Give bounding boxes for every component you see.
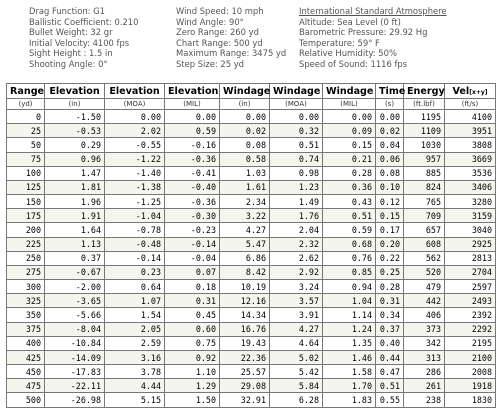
cell-elevation-mil: 0.45 bbox=[165, 308, 220, 322]
cell-elevation-moa: 2.02 bbox=[105, 124, 165, 138]
param-wind-speed: Wind Speed: 10 mph bbox=[176, 6, 264, 16]
unit-windage-mil: (MIL) bbox=[323, 99, 376, 110]
param-shooting-angle: Shooting Angle: 0° bbox=[29, 58, 108, 69]
table-row bbox=[7, 237, 496, 251]
cell-windage-mil: 0.68 bbox=[323, 237, 376, 251]
cell-velocity: 2392 bbox=[445, 308, 496, 322]
cell-windage-in: 3.22 bbox=[220, 209, 270, 223]
cell-velocity: 4100 bbox=[445, 110, 496, 124]
units-row bbox=[7, 99, 496, 110]
table-row bbox=[7, 308, 496, 322]
cell-time: 0.25 bbox=[376, 265, 404, 279]
table-row bbox=[7, 180, 496, 194]
cell-elevation-in: -14.09 bbox=[45, 350, 105, 364]
cell-windage-moa: 6.28 bbox=[270, 393, 323, 407]
param-temperature: Temperature: 59° F bbox=[299, 37, 380, 48]
header-elevation-mil: Elevation bbox=[165, 84, 220, 99]
cell-windage-mil: 0.51 bbox=[323, 209, 376, 223]
cell-elevation-in: -0.67 bbox=[45, 265, 105, 279]
cell-elevation-mil: 0.59 bbox=[165, 124, 220, 138]
cell-velocity: 3406 bbox=[445, 180, 496, 194]
cell-velocity: 3669 bbox=[445, 152, 496, 166]
cell-windage-moa: 5.02 bbox=[270, 350, 323, 364]
header-time: Time bbox=[376, 84, 404, 99]
cell-elevation-in: -0.53 bbox=[45, 124, 105, 138]
cell-windage-in: 0.08 bbox=[220, 138, 270, 152]
cell-velocity: 3280 bbox=[445, 195, 496, 209]
cell-range: 75 bbox=[7, 152, 45, 166]
param-maximum-range: Maximum Range: 3475 yd bbox=[176, 48, 287, 59]
cell-windage-moa: 2.04 bbox=[270, 223, 323, 237]
cell-energy: 313 bbox=[404, 350, 445, 364]
header-elevation-in: Elevation bbox=[45, 84, 105, 99]
header-windage-moa: Windage bbox=[270, 84, 323, 99]
param-step-size: Step Size: 25 yd bbox=[176, 58, 244, 69]
cell-elevation-in: -10.84 bbox=[45, 336, 105, 350]
cell-time: 0.28 bbox=[376, 280, 404, 294]
table-row bbox=[7, 350, 496, 364]
cell-energy: 373 bbox=[404, 322, 445, 336]
cell-velocity: 2813 bbox=[445, 251, 496, 265]
cell-elevation-mil: -0.14 bbox=[165, 237, 220, 251]
cell-elevation-in: 0.96 bbox=[45, 152, 105, 166]
cell-windage-moa: 2.92 bbox=[270, 265, 323, 279]
cell-elevation-in: -2.00 bbox=[45, 280, 105, 294]
cell-windage-mil: 0.09 bbox=[323, 124, 376, 138]
cell-windage-in: 0.58 bbox=[220, 152, 270, 166]
cell-windage-in: 25.57 bbox=[220, 365, 270, 379]
header-windage-mil: Windage bbox=[323, 84, 376, 99]
cell-windage-mil: 0.28 bbox=[323, 166, 376, 180]
cell-elevation-moa: 2.59 bbox=[105, 336, 165, 350]
cell-velocity: 2493 bbox=[445, 294, 496, 308]
unit-windage-in: (in) bbox=[220, 99, 270, 110]
cell-velocity: 3040 bbox=[445, 223, 496, 237]
cell-energy: 1109 bbox=[404, 124, 445, 138]
cell-windage-moa: 4.64 bbox=[270, 336, 323, 350]
cell-elevation-mil: 1.50 bbox=[165, 393, 220, 407]
cell-elevation-mil: 0.31 bbox=[165, 294, 220, 308]
table-row bbox=[7, 393, 496, 407]
table-row bbox=[7, 265, 496, 279]
cell-windage-mil: 1.83 bbox=[323, 393, 376, 407]
cell-elevation-moa: 0.23 bbox=[105, 265, 165, 279]
cell-windage-moa: 0.74 bbox=[270, 152, 323, 166]
table-row bbox=[7, 336, 496, 350]
cell-range: 175 bbox=[7, 209, 45, 223]
cell-time: 0.12 bbox=[376, 195, 404, 209]
cell-windage-moa: 1.23 bbox=[270, 180, 323, 194]
cell-range: 0 bbox=[7, 110, 45, 124]
cell-range: 50 bbox=[7, 138, 45, 152]
unit-velocity: (ft/s) bbox=[445, 99, 496, 110]
param-zero-range: Zero Range: 260 yd bbox=[176, 27, 259, 38]
cell-velocity: 1830 bbox=[445, 393, 496, 407]
unit-elevation-in: (in) bbox=[45, 99, 105, 110]
table-row bbox=[7, 166, 496, 180]
param-relative-humidity: Relative Humidity: 50% bbox=[299, 48, 397, 59]
cell-elevation-moa: -0.48 bbox=[105, 237, 165, 251]
cell-windage-in: 8.42 bbox=[220, 265, 270, 279]
param-sight-height: Sight Height : 1.5 in bbox=[29, 48, 113, 59]
cell-range: 450 bbox=[7, 365, 45, 379]
cell-windage-mil: 1.58 bbox=[323, 365, 376, 379]
header-range: Range bbox=[7, 84, 45, 99]
cell-windage-moa: 5.84 bbox=[270, 379, 323, 393]
cell-elevation-in: 1.91 bbox=[45, 209, 105, 223]
cell-energy: 657 bbox=[404, 223, 445, 237]
atmosphere-parameters bbox=[299, 6, 447, 70]
cell-time: 0.00 bbox=[376, 110, 404, 124]
cell-velocity: 3951 bbox=[445, 124, 496, 138]
cell-range: 25 bbox=[7, 124, 45, 138]
cell-time: 0.44 bbox=[376, 350, 404, 364]
table-row bbox=[7, 280, 496, 294]
cell-energy: 885 bbox=[404, 166, 445, 180]
unit-time: (s) bbox=[376, 99, 404, 110]
table-row bbox=[7, 379, 496, 393]
cell-windage-moa: 0.32 bbox=[270, 124, 323, 138]
cell-elevation-mil: 1.29 bbox=[165, 379, 220, 393]
cell-energy: 957 bbox=[404, 152, 445, 166]
cell-windage-moa: 3.91 bbox=[270, 308, 323, 322]
cell-elevation-in: 0.29 bbox=[45, 138, 105, 152]
cell-energy: 765 bbox=[404, 195, 445, 209]
table-row bbox=[7, 365, 496, 379]
cell-time: 0.51 bbox=[376, 379, 404, 393]
cell-range: 300 bbox=[7, 280, 45, 294]
cell-velocity: 2704 bbox=[445, 265, 496, 279]
cell-windage-in: 29.08 bbox=[220, 379, 270, 393]
cell-windage-mil: 1.04 bbox=[323, 294, 376, 308]
cell-windage-mil: 1.14 bbox=[323, 308, 376, 322]
cell-velocity: 2292 bbox=[445, 322, 496, 336]
cell-windage-in: 19.43 bbox=[220, 336, 270, 350]
cell-elevation-moa: -1.22 bbox=[105, 152, 165, 166]
cell-energy: 709 bbox=[404, 209, 445, 223]
cell-windage-moa: 4.27 bbox=[270, 322, 323, 336]
cell-windage-moa: 0.00 bbox=[270, 110, 323, 124]
cell-range: 100 bbox=[7, 166, 45, 180]
cell-elevation-in: -1.50 bbox=[45, 110, 105, 124]
unit-elevation-mil: (MIL) bbox=[165, 99, 220, 110]
cell-time: 0.31 bbox=[376, 294, 404, 308]
param-bullet-weight: Bullet Weight: 32 gr bbox=[29, 27, 113, 38]
cell-energy: 608 bbox=[404, 237, 445, 251]
unit-windage-moa: (MOA) bbox=[270, 99, 323, 110]
table-row bbox=[7, 124, 496, 138]
cell-elevation-moa: 0.64 bbox=[105, 280, 165, 294]
cell-velocity: 1918 bbox=[445, 379, 496, 393]
cell-range: 425 bbox=[7, 350, 45, 364]
atmosphere-title: International Standard Atmosphere bbox=[299, 6, 447, 16]
cell-range: 150 bbox=[7, 195, 45, 209]
cell-windage-moa: 1.76 bbox=[270, 209, 323, 223]
cell-windage-moa: 3.24 bbox=[270, 280, 323, 294]
cell-windage-moa: 0.51 bbox=[270, 138, 323, 152]
cell-energy: 406 bbox=[404, 308, 445, 322]
cell-windage-in: 0.02 bbox=[220, 124, 270, 138]
cell-elevation-mil: 0.60 bbox=[165, 322, 220, 336]
cell-windage-in: 5.47 bbox=[220, 237, 270, 251]
header-row bbox=[7, 84, 496, 99]
cell-windage-in: 32.91 bbox=[220, 393, 270, 407]
table-row bbox=[7, 322, 496, 336]
cell-elevation-moa: 1.54 bbox=[105, 308, 165, 322]
cell-elevation-moa: 4.44 bbox=[105, 379, 165, 393]
cell-velocity: 2925 bbox=[445, 237, 496, 251]
cell-elevation-moa: 5.15 bbox=[105, 393, 165, 407]
unit-energy: (ft.lbf) bbox=[404, 99, 445, 110]
cell-windage-mil: 1.70 bbox=[323, 379, 376, 393]
cell-windage-mil: 0.94 bbox=[323, 280, 376, 294]
table-row bbox=[7, 209, 496, 223]
cell-velocity: 2597 bbox=[445, 280, 496, 294]
cell-time: 0.04 bbox=[376, 138, 404, 152]
cell-elevation-mil: -0.04 bbox=[165, 251, 220, 265]
cell-energy: 286 bbox=[404, 365, 445, 379]
cell-elevation-moa: 0.00 bbox=[105, 110, 165, 124]
cell-range: 250 bbox=[7, 251, 45, 265]
cell-energy: 442 bbox=[404, 294, 445, 308]
cell-range: 125 bbox=[7, 180, 45, 194]
cell-elevation-in: -22.11 bbox=[45, 379, 105, 393]
cell-elevation-mil: 1.10 bbox=[165, 365, 220, 379]
cell-time: 0.08 bbox=[376, 166, 404, 180]
cell-energy: 342 bbox=[404, 336, 445, 350]
cell-range: 375 bbox=[7, 322, 45, 336]
cell-range: 225 bbox=[7, 237, 45, 251]
cell-range: 200 bbox=[7, 223, 45, 237]
cell-elevation-mil: 0.75 bbox=[165, 336, 220, 350]
cell-windage-in: 16.76 bbox=[220, 322, 270, 336]
parameters-panel bbox=[0, 6, 500, 74]
param-speed-of-sound: Speed of Sound: 1116 fps bbox=[299, 58, 408, 69]
cell-elevation-moa: -1.40 bbox=[105, 166, 165, 180]
cell-windage-mil: 0.76 bbox=[323, 251, 376, 265]
cell-time: 0.22 bbox=[376, 251, 404, 265]
table-row bbox=[7, 251, 496, 265]
cell-windage-mil: 0.00 bbox=[323, 110, 376, 124]
table-row bbox=[7, 223, 496, 237]
cell-windage-moa: 1.49 bbox=[270, 195, 323, 209]
cell-elevation-mil: -0.16 bbox=[165, 138, 220, 152]
cell-elevation-moa: -0.14 bbox=[105, 251, 165, 265]
cell-velocity: 3159 bbox=[445, 209, 496, 223]
cell-range: 350 bbox=[7, 308, 45, 322]
cell-windage-mil: 0.43 bbox=[323, 195, 376, 209]
cell-time: 0.17 bbox=[376, 223, 404, 237]
cell-elevation-mil: 0.07 bbox=[165, 265, 220, 279]
cell-windage-moa: 0.98 bbox=[270, 166, 323, 180]
cell-windage-in: 1.61 bbox=[220, 180, 270, 194]
cell-time: 0.37 bbox=[376, 322, 404, 336]
cell-elevation-mil: -0.41 bbox=[165, 166, 220, 180]
cell-range: 500 bbox=[7, 393, 45, 407]
cell-time: 0.10 bbox=[376, 180, 404, 194]
table-row bbox=[7, 138, 496, 152]
cell-elevation-in: -17.83 bbox=[45, 365, 105, 379]
cell-windage-in: 14.34 bbox=[220, 308, 270, 322]
cell-windage-mil: 0.36 bbox=[323, 180, 376, 194]
cell-velocity: 2195 bbox=[445, 336, 496, 350]
header-elevation-moa: Elevation bbox=[105, 84, 165, 99]
cell-energy: 1030 bbox=[404, 138, 445, 152]
header-velocity-label: Vel bbox=[452, 85, 470, 97]
cell-range: 325 bbox=[7, 294, 45, 308]
cell-elevation-mil: -0.36 bbox=[165, 195, 220, 209]
projectile-parameters bbox=[29, 6, 138, 70]
cell-elevation-in: -8.04 bbox=[45, 322, 105, 336]
cell-time: 0.34 bbox=[376, 308, 404, 322]
cell-energy: 562 bbox=[404, 251, 445, 265]
cell-energy: 238 bbox=[404, 393, 445, 407]
cell-elevation-moa: -0.78 bbox=[105, 223, 165, 237]
unit-range: (yd) bbox=[7, 99, 45, 110]
header-windage-in: Windage bbox=[220, 84, 270, 99]
cell-windage-in: 22.36 bbox=[220, 350, 270, 364]
cell-elevation-in: 1.13 bbox=[45, 237, 105, 251]
cell-windage-in: 12.16 bbox=[220, 294, 270, 308]
cell-elevation-in: -26.98 bbox=[45, 393, 105, 407]
cell-windage-moa: 2.32 bbox=[270, 237, 323, 251]
cell-energy: 824 bbox=[404, 180, 445, 194]
param-barometric-pressure: Barometric Pressure: 29.92 Hg bbox=[299, 27, 428, 38]
cell-windage-mil: 1.35 bbox=[323, 336, 376, 350]
table-row bbox=[7, 195, 496, 209]
cell-range: 275 bbox=[7, 265, 45, 279]
cell-elevation-moa: -1.38 bbox=[105, 180, 165, 194]
cell-elevation-moa: 3.78 bbox=[105, 365, 165, 379]
cell-elevation-in: 1.96 bbox=[45, 195, 105, 209]
cell-elevation-in: 1.64 bbox=[45, 223, 105, 237]
cell-elevation-moa: 2.05 bbox=[105, 322, 165, 336]
cell-velocity: 2008 bbox=[445, 365, 496, 379]
param-wind-angle: Wind Angle: 90° bbox=[176, 16, 244, 27]
cell-energy: 261 bbox=[404, 379, 445, 393]
param-altitude: Altitude: Sea Level (0 ft) bbox=[299, 16, 401, 27]
cell-windage-mil: 0.85 bbox=[323, 265, 376, 279]
cell-windage-mil: 1.24 bbox=[323, 322, 376, 336]
cell-elevation-mil: -0.23 bbox=[165, 223, 220, 237]
cell-windage-mil: 0.59 bbox=[323, 223, 376, 237]
cell-windage-moa: 2.62 bbox=[270, 251, 323, 265]
cell-elevation-in: 1.81 bbox=[45, 180, 105, 194]
param-initial-velocity: Initial Velocity: 4100 fps bbox=[29, 37, 130, 48]
cell-windage-in: 10.19 bbox=[220, 280, 270, 294]
cell-windage-moa: 5.42 bbox=[270, 365, 323, 379]
range-parameters bbox=[176, 6, 286, 70]
cell-time: 0.55 bbox=[376, 393, 404, 407]
cell-windage-in: 1.03 bbox=[220, 166, 270, 180]
header-velocity bbox=[445, 84, 496, 99]
cell-windage-mil: 1.46 bbox=[323, 350, 376, 364]
cell-elevation-moa: -0.55 bbox=[105, 138, 165, 152]
cell-velocity: 3536 bbox=[445, 166, 496, 180]
header-velocity-subscript: [x+y] bbox=[469, 88, 488, 96]
cell-energy: 1195 bbox=[404, 110, 445, 124]
cell-elevation-moa: 3.16 bbox=[105, 350, 165, 364]
table-body bbox=[7, 110, 496, 408]
table-row bbox=[7, 294, 496, 308]
cell-elevation-mil: 0.00 bbox=[165, 110, 220, 124]
param-chart-range: Chart Range: 500 yd bbox=[176, 37, 263, 48]
cell-elevation-in: 1.47 bbox=[45, 166, 105, 180]
cell-energy: 520 bbox=[404, 265, 445, 279]
cell-elevation-mil: 0.18 bbox=[165, 280, 220, 294]
ballistics-table bbox=[6, 83, 496, 408]
header-energy: Energy bbox=[404, 84, 445, 99]
cell-time: 0.47 bbox=[376, 365, 404, 379]
cell-elevation-moa: 1.07 bbox=[105, 294, 165, 308]
cell-range: 400 bbox=[7, 336, 45, 350]
cell-windage-in: 2.34 bbox=[220, 195, 270, 209]
cell-elevation-mil: -0.40 bbox=[165, 180, 220, 194]
cell-windage-mil: 0.21 bbox=[323, 152, 376, 166]
cell-elevation-in: 0.37 bbox=[45, 251, 105, 265]
cell-windage-in: 4.27 bbox=[220, 223, 270, 237]
cell-elevation-moa: -1.25 bbox=[105, 195, 165, 209]
cell-windage-in: 0.00 bbox=[220, 110, 270, 124]
cell-elevation-mil: 0.92 bbox=[165, 350, 220, 364]
cell-elevation-in: -5.66 bbox=[45, 308, 105, 322]
cell-windage-in: 6.86 bbox=[220, 251, 270, 265]
table-row bbox=[7, 110, 496, 124]
cell-elevation-moa: -1.04 bbox=[105, 209, 165, 223]
cell-velocity: 3808 bbox=[445, 138, 496, 152]
cell-range: 475 bbox=[7, 379, 45, 393]
cell-elevation-mil: -0.36 bbox=[165, 152, 220, 166]
param-ballistic-coefficient: Ballistic Coefficient: 0.210 bbox=[29, 16, 139, 27]
cell-energy: 479 bbox=[404, 280, 445, 294]
cell-time: 0.15 bbox=[376, 209, 404, 223]
cell-time: 0.20 bbox=[376, 237, 404, 251]
cell-windage-moa: 3.57 bbox=[270, 294, 323, 308]
param-drag-function: Drag Function: G1 bbox=[29, 6, 105, 16]
cell-elevation-mil: -0.30 bbox=[165, 209, 220, 223]
table-row bbox=[7, 152, 496, 166]
cell-windage-mil: 0.15 bbox=[323, 138, 376, 152]
cell-time: 0.40 bbox=[376, 336, 404, 350]
cell-time: 0.02 bbox=[376, 124, 404, 138]
cell-elevation-in: -3.65 bbox=[45, 294, 105, 308]
unit-elevation-moa: (MOA) bbox=[105, 99, 165, 110]
cell-time: 0.06 bbox=[376, 152, 404, 166]
cell-velocity: 2100 bbox=[445, 350, 496, 364]
